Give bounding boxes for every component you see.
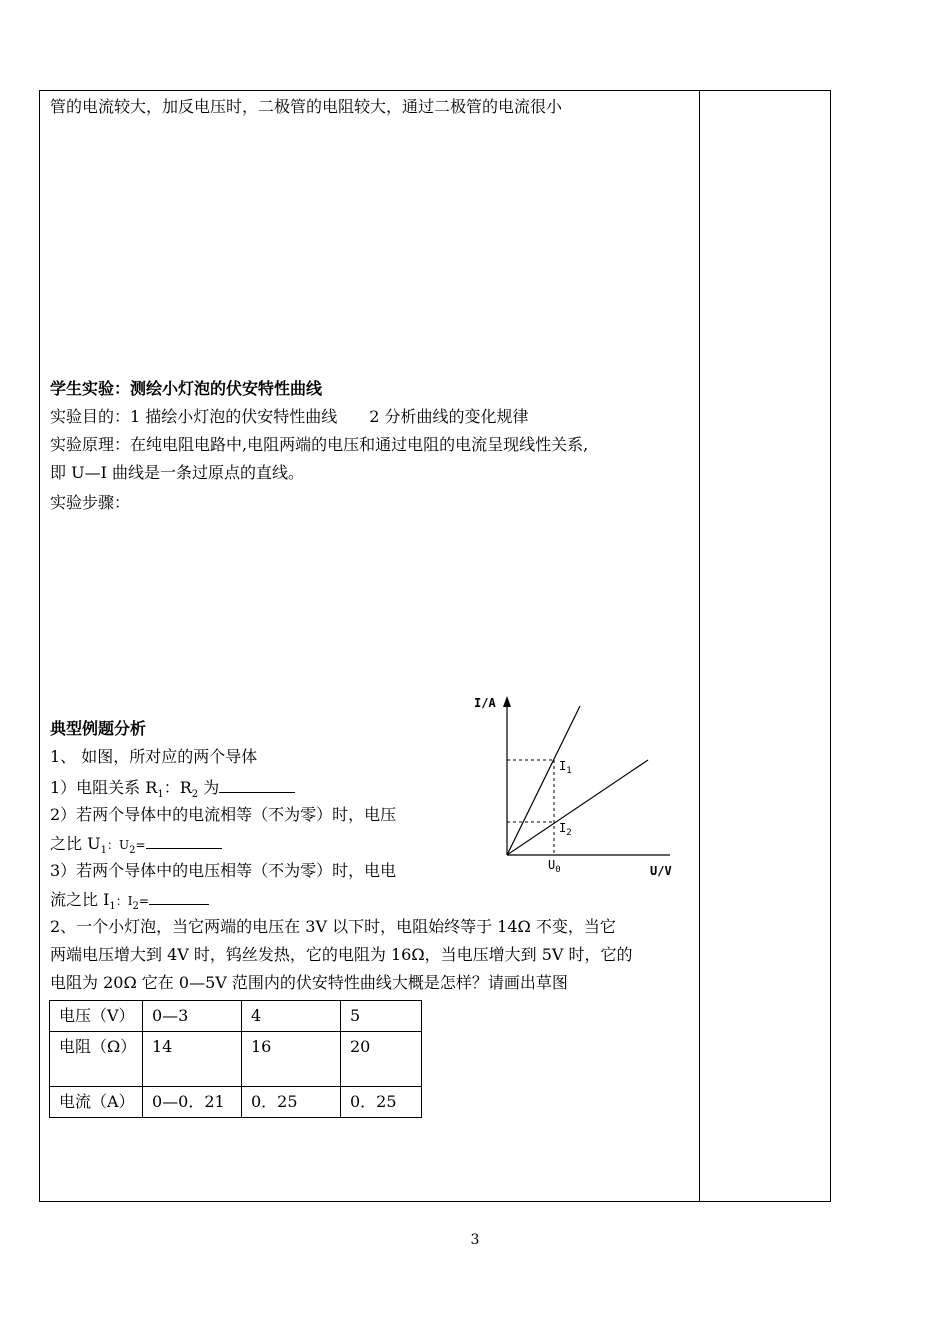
q1-part-c-line1: 3）若两个导体中的电压相等（不为零）时，电电: [50, 861, 397, 880]
table-cell: 0．25: [341, 1087, 422, 1118]
q2-line-2: 两端电压增大到 4V 时，钨丝发热，它的电阻为 16Ω，当电压增大到 5V 时，它的: [50, 945, 633, 964]
examples-heading: 典型例题分析: [50, 719, 147, 738]
table-row: [50, 1001, 422, 1032]
diode-text: 管的电流较大，加反电压时，二极管的电阻较大，通过二极管的电流很小: [50, 97, 563, 116]
table-cell: 0—3: [143, 1001, 242, 1032]
table-cell: 0—0．21: [143, 1087, 242, 1118]
experiment-purpose: 实验目的：1 描绘小灯泡的伏安特性曲线 2 分析曲线的变化规律: [50, 407, 529, 426]
table-row: [50, 1032, 422, 1087]
table-cell: 电阻（Ω）: [50, 1032, 143, 1087]
q1-part-c-line2: 流之比 $I_1$：$I_2=$: [50, 888, 209, 912]
experiment-principle-1: 实验原理：在纯电阻电路中,电阻两端的电压和通过电阻的电流呈现线性关系,: [50, 435, 589, 454]
answer-blank[interactable]: [146, 832, 222, 849]
q2-line-1: 2、一个小灯泡，当它两端的电压在 3V 以下时，电阻始终等于 14Ω 不变，当它: [50, 917, 616, 936]
table-cell: 20: [341, 1032, 422, 1087]
y-axis-arrow: [503, 696, 511, 707]
table-cell: 电压（V）: [50, 1001, 143, 1032]
y-axis-label: I/A: [474, 696, 496, 710]
q1-part-a: 1）电阻关系 $R_1$：$R_2$ 为: [50, 776, 295, 799]
data-table: [49, 1000, 422, 1118]
experiment-steps: 实验步骤：: [50, 493, 131, 512]
table-cell: 4: [242, 1001, 341, 1032]
iv-graph: [470, 690, 690, 890]
answer-blank[interactable]: [149, 888, 209, 905]
q1-part-b-line1: 2）若两个导体中的电流相等（不为零）时，电压: [50, 805, 397, 824]
label-i1: $I_1$: [559, 759, 572, 776]
table-cell: 16: [242, 1032, 341, 1087]
label-i2: $I_2$: [559, 821, 572, 838]
q1-intro: 1、 如图，所对应的两个导体: [50, 747, 258, 766]
column-divider: [699, 90, 700, 1202]
table-row: [50, 1087, 422, 1118]
table-cell: 0．25: [242, 1087, 341, 1118]
page-number: 3: [470, 1232, 480, 1248]
answer-blank[interactable]: [219, 776, 295, 793]
table-cell: 14: [143, 1032, 242, 1087]
table-cell: 电流（A）: [50, 1087, 143, 1118]
table-cell: 5: [341, 1001, 422, 1032]
conductor-line-2: [507, 760, 648, 855]
q1-part-b-line2: 之比 $U_1$：$U_2=$: [50, 832, 222, 856]
experiment-heading: 学生实验：测绘小灯泡的伏安特性曲线: [50, 379, 323, 398]
label-u0: $U_0$: [548, 858, 561, 875]
q2-line-3: 电阻为 20Ω 它在 0—5V 范围内的伏安特性曲线大概是怎样？请画出草图: [50, 973, 568, 992]
experiment-principle-2: 即 U—I 曲线是一条过原点的直线。: [50, 463, 304, 482]
x-axis-label: U/V: [650, 864, 672, 878]
